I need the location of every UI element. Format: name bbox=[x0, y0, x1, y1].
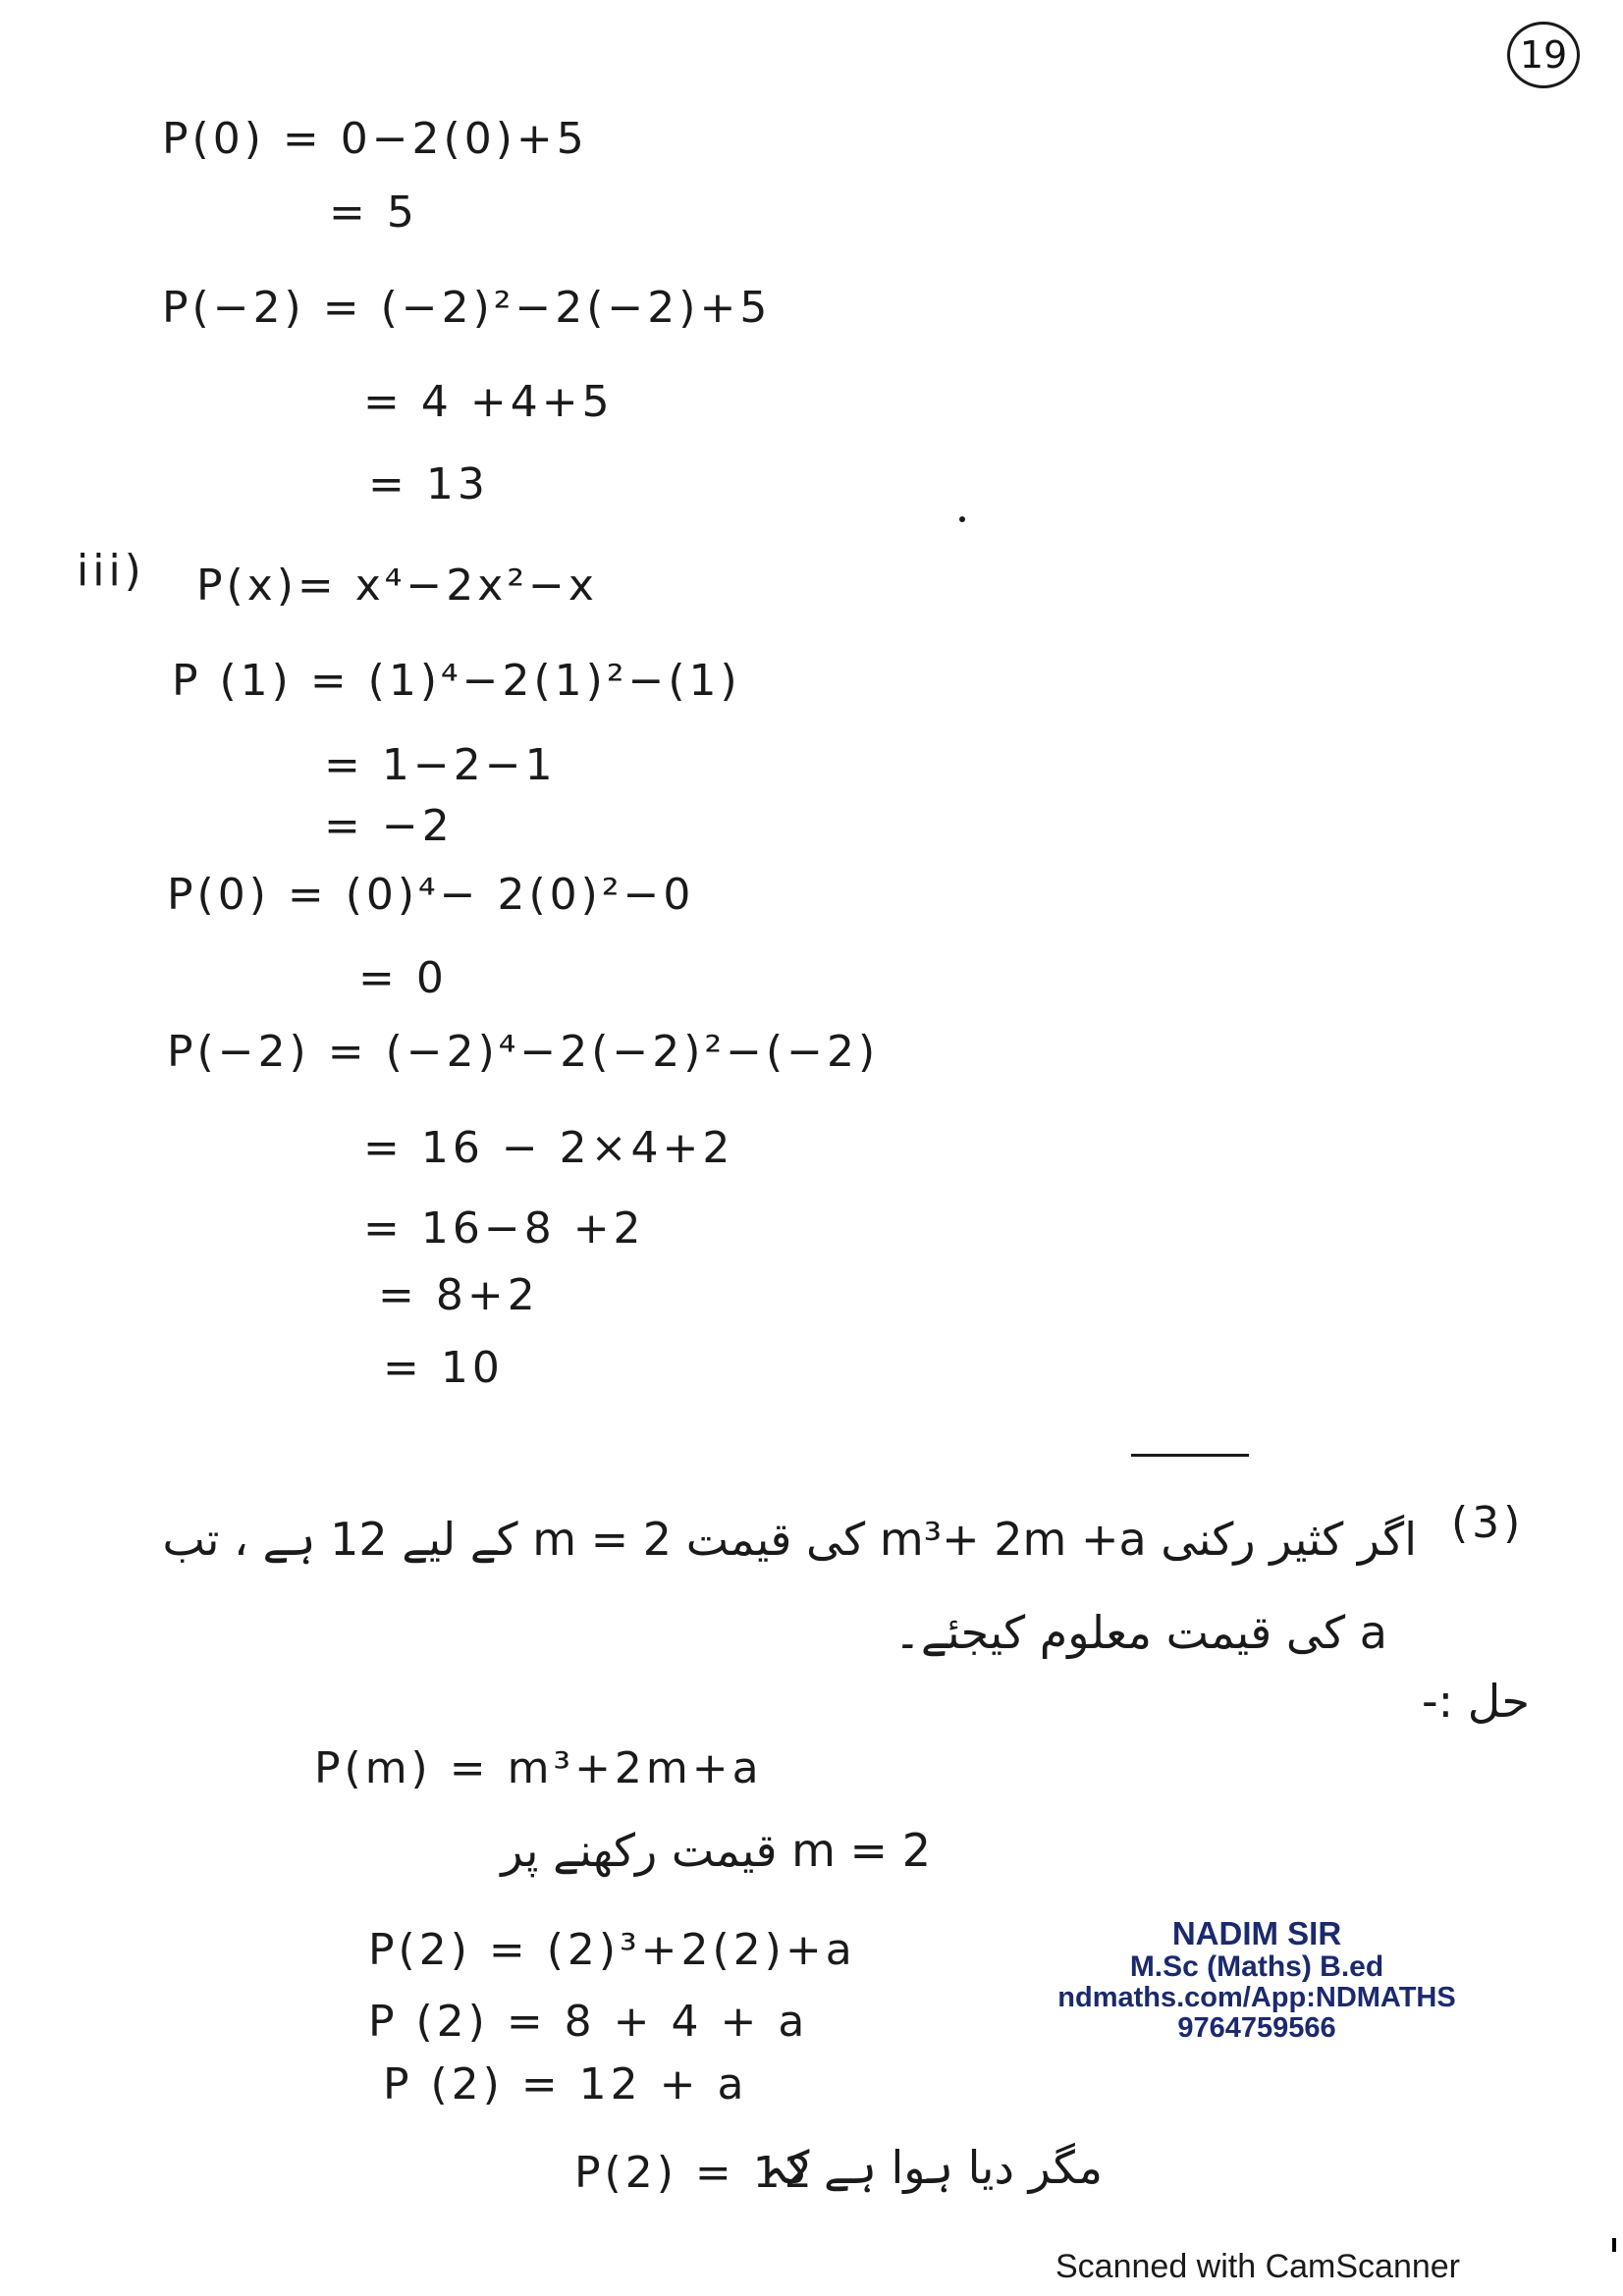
math-line: = 1−2−1 bbox=[324, 740, 557, 790]
stamp-name: NADIM SIR bbox=[1171, 1915, 1342, 1951]
stamp-website: ndmaths.com/App:NDMATHS bbox=[1057, 1982, 1456, 2014]
scanner-footer: Scanned with CamScanner bbox=[1055, 2248, 1461, 2285]
math-line: = 0 bbox=[358, 953, 448, 1003]
math-line: P (2) = 12 + a bbox=[383, 2059, 748, 2109]
stamp-qualification: M.Sc (Maths) B.ed bbox=[1129, 1949, 1384, 1983]
math-line: = 4 +4+5 bbox=[363, 377, 614, 427]
math-line: P(x)= x⁴−2x²−x bbox=[196, 561, 598, 611]
page-number-circle bbox=[1507, 22, 1580, 88]
math-line: = −2 bbox=[324, 801, 454, 851]
given-note: مگر دیا ہوا ہے کہ bbox=[761, 2141, 1103, 2194]
math-line: = 5 bbox=[329, 187, 418, 238]
stamp-phone: 9764759566 bbox=[1177, 2012, 1336, 2045]
math-line: P(0) = 0−2(0)+5 bbox=[162, 114, 588, 164]
math-line: P (1) = (1)⁴−2(1)²−(1) bbox=[172, 656, 741, 706]
math-line: P(m) = m³+2m+a bbox=[314, 1743, 763, 1793]
question-text-line-2: a کی قیمت معلوم کیجئے۔ bbox=[893, 1606, 1387, 1659]
question-number: (3) bbox=[1451, 1498, 1525, 1548]
math-line: = 13 bbox=[368, 459, 489, 509]
math-line: = 16−8 +2 bbox=[363, 1203, 645, 1254]
teacher-stamp bbox=[1051, 1916, 1463, 2045]
substitute-note: m = 2 قیمت رکھنے پر bbox=[501, 1824, 931, 1877]
question-text-line-1: اگر کثیر رکنی m³+ 2m +a کی قیمت m = 2 کے لیے 12 ہے ، تب bbox=[162, 1513, 1417, 1566]
math-line: P(−2) = (−2)⁴−2(−2)²−(−2) bbox=[167, 1027, 880, 1077]
page-number: 19 bbox=[1519, 33, 1568, 77]
math-line: = 16 − 2×4+2 bbox=[363, 1123, 734, 1173]
stray-mark bbox=[959, 516, 965, 522]
part-label: iii) bbox=[77, 546, 145, 596]
math-line: P(2) = (2)³+2(2)+a bbox=[368, 1925, 856, 1975]
math-line: P(−2) = (−2)²−2(−2)+5 bbox=[162, 283, 772, 333]
divider-line bbox=[1131, 1454, 1249, 1457]
math-line: P(0) = (0)⁴− 2(0)²−0 bbox=[167, 870, 695, 920]
math-line: = 10 bbox=[383, 1343, 504, 1393]
solution-label: حل :- bbox=[1422, 1675, 1530, 1728]
math-line: P (2) = 8 + 4 + a bbox=[368, 1997, 809, 2047]
math-line: = 8+2 bbox=[378, 1270, 539, 1320]
math-line: P(2) = 12 bbox=[574, 2148, 816, 2198]
edge-mark bbox=[1612, 2238, 1616, 2252]
